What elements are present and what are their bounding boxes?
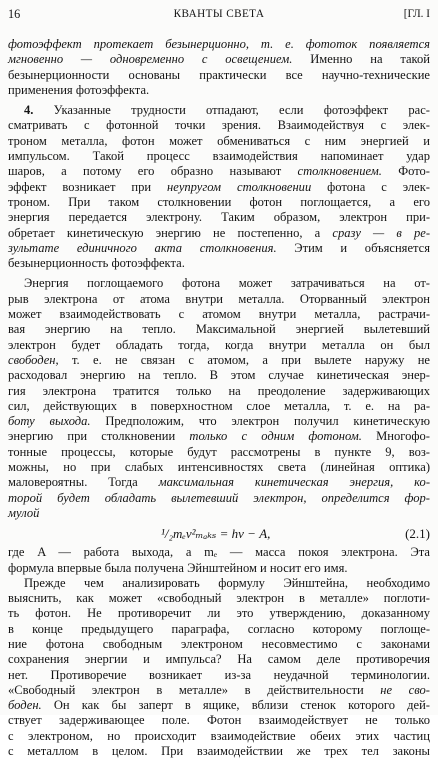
text-line: электрон будет обладать тогда, когда внутри металла он был [8,337,430,352]
text-line: может взаимодействовать с атомом внутри металла, растрачи- [8,307,430,322]
text-line: «Свободный электрон в металле» в действительности не сво- [8,682,430,697]
text-line: безынерционность фотоэффекта. [8,256,185,271]
running-header [8,6,430,22]
text-line: Энергия поглощаемого фотона может затрачиваться на от- [24,276,430,291]
text-line: гия электрона тратится только на преодоление задерживающих [8,383,430,398]
text-line: ние фотона свободным электроном несовместимо с законами [8,636,430,651]
text-line: рыв электрона от атома внутри металла. Оторванный электрон [8,291,430,306]
text-line: энергия передается электрону. Таким образом, электрон при- [8,210,430,225]
text-line: выяснить, как может «свободный электрон в металле» поглоти- [8,591,430,606]
text-line: троном металла, фотон может обмениваться с ним энергией и [8,133,430,148]
text-line: формула впервые была получена Эйнштейном и носит его имя. [8,560,348,575]
text-line: нет. Противоречие возникает из-за неудачной терминологии. [8,667,430,682]
text-line: вая энергию на тепло. Максимальной энергией вылетевший [8,322,430,337]
chapter-marker: [ГЛ. I [403,8,430,20]
text-line: эффект возникает при неупругом столкновении фотона с элек- [8,179,430,194]
text-line: импульсом. Такой процесс взаимодействия напоминает удар [8,149,430,164]
text-line: мулой [8,505,40,520]
text-line: троном. При таком столкновении фотон поглощается, а его [8,194,430,209]
equation-2-1 [8,521,430,545]
equation-number: (2.1) [405,526,430,542]
text-line: где A — работа выхода, a mₑ — масса покоя электрона. Эта [8,545,430,560]
body-text [8,37,430,759]
text-line: Прежде чем анализировать формулу Эйнштейна, необходимо [24,575,430,590]
text-line: с металлом в целом. При взаимодействии же трех тел законы [8,744,430,759]
page-number: 16 [8,7,21,21]
text-line: можны, но при слабых интенсивностях света (линейная оптика) [8,460,430,475]
text-line: зультате единичного акта столкновения. Этим и объясняется [8,240,430,255]
text-line: безынерционности основаны практически все научно-технические [8,67,430,82]
text-line: в конце предыдущего параграфа, согласно которому поглоще- [8,621,430,636]
text-line: мгновенно — одновременно с освещением. Именно на такой [8,52,430,67]
text-line: расходовал энергию на тепло. В этом случае кинетическая энер- [8,368,430,383]
text-line: тонные процессы, которые будут рассмотрены в пункте 9, воз- [8,444,430,459]
text-line: обретает кинетическую энергию не постепенно, а сразу — в ре- [8,225,430,240]
einstein-formula: ¹/₂mₑv²ₘₐₖₛ = hν − A, [161,526,271,542]
text-line: энергию при столкновении только с одним фотоном. Многофо- [8,429,430,444]
text-line: ствует задерживающее поле. Фотон взаимодействует не только [8,713,430,728]
text-line: свободен, т. е. не связан с атомом, а при вылете наружу не [8,352,430,367]
running-title: КВАНТЫ СВЕТА [173,8,265,20]
text-line: 4. Указанные трудности отпадают, если фотоэффект рас- [24,103,430,118]
text-line: применения фотоэффекта. [8,82,150,97]
text-line: шаров, а потому его образно называют столкновением. Фото- [8,164,430,179]
text-line: боту выхода. Предположим, что электрон получил кинетическую [8,414,431,429]
text-line: сматривать с фотонной точки зрения. Взаимодействуя с элек- [8,118,430,133]
text-line: с электроном, но происходит взаимодействие обеих этих частиц [8,728,430,743]
text-line: маловероятны. Тогда максимальная кинетическая энергия, ко- [8,475,430,490]
text-line: фотоэффект протекает безынерционно, т. е. фототок появляется [8,37,430,51]
text-line: ть фотон. Не противоречит ли это утверждению, доказанному [8,606,430,621]
text-line: сохранения энергии и импульса? На самом деле противоречия [8,652,430,667]
text-line: сил, действующих в поверхностном слое металла, т. е. на ра- [8,398,430,413]
text-line: боден. Он как бы заперт в ящике, вблизи стенок которого дей- [8,698,430,713]
text-line: торой будет обладать вылетевший электрон, определится фор- [8,490,430,505]
